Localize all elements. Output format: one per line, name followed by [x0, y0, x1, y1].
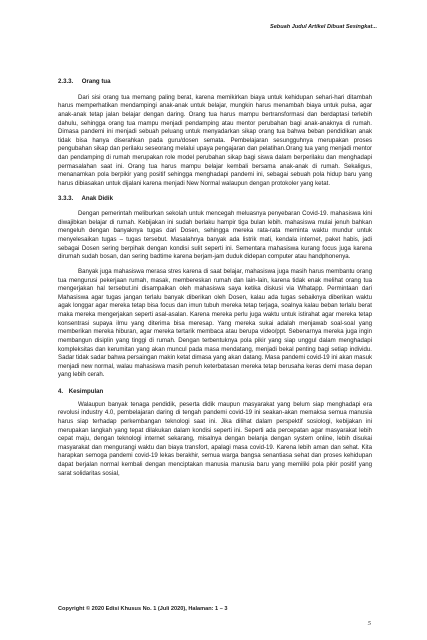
- running-header-title: Sebuah Judul Artikel Dibuat Sesingkat...: [269, 24, 377, 30]
- section-number: 2.3.3.: [58, 78, 74, 85]
- section-number: 4.: [58, 388, 64, 395]
- footer-copyright: Copyright © 2020 Edisi Khusus No. 1 (Juli 2020), Halaman: 1 – 3: [58, 606, 228, 612]
- section-heading-anak-didik: [58, 195, 372, 204]
- section-title: Orang tua: [81, 78, 111, 85]
- page-number: 5: [367, 620, 371, 627]
- paragraph: Dengan pemerintah meliburkan sekolah untuk mencegah meluasnya penyebaran Covid-19. mahasiswa kini diwajibkan belajar di rumah. Kebijakan ini sudah berlaku hampir tiga bulan lebih. mahasiswa mulai jenuh bahkan mengeluh dengan banyaknya tugas dari Dosen, sehingga mereka rata-rata meminta waktu mundur untuk menyelesaikan tugas – tugas tersebut. Masalahnya banyak ada listrik mati, kendala internet, paket habis, jadi sebagai Dosen sering berpihak dengan kondisi sulit seperti ini. Sementara mahasiswa kurang focus juga karena dirumah sudah bosan, dan sering badtime karena berjam-jam duduk didepan computer atau handphonenya.: [58, 210, 372, 261]
- article-body: [58, 78, 372, 478]
- paragraph: Dari sisi orang tua memang paling berat, karena memikirkan biaya untuk kehidupan sehari-hari ditambah harus memperhatikan mendampingi anak-anak untuk belajar, mungkin harus menambah biaya untuk pulsa, agar anak-anak tetap jalan belajar dengan daring. Orang tua harus mampu bertransformasi dan berdaptasi terlebih dahulu, sehingga orang tua mampu menjadi pendamping atau mentor perubahan bagi anak-anaknya di rumah. Dimasa pandemi ini menjadi sebuah peluang untuk menyadarkan sikap orang tua bahwa beban pendidikan anak tidak bisa hanya diserahkan pada guru/dosen semata. Pembelajaran sesungguhnya merupakan proses pengubahan sikap dan perilaku seseorang melalui upaya pengajaran dan pelatihan.Orang tua yang menjadi mentor dan pendamping di rumah merupakan role model perubahan sikap bagi siswa dalam berperilaku dan menghadapi permasalahan saat ini. Orang tua harus mampu belajar kembali bersama anak-anak di rumah. Sekaligus, menanamkan pola berpikir yang positif sehingga menghadapi pandemi ini, sebagai sebuah pola hidup baru yang harus dibiasakan untuk dijalani karena menjadi New Normal walaupun dengan protokoler yang ketat.: [58, 93, 372, 187]
- paragraph: Walaupun banyak tenaga pendidik, peserta didik maupun masyarakat yang belum siap menghadapi era revolusi industry 4.0, pembelajaran daring di tengah pandemi covid-19 ini seakan-akan memaksa semua manusia harus siap terhadap perkembangan teknologi saat ini. Jika dilihat dalam perspektif sosiologi, kebijakan ini merupakan langkah yang tepat dilakukan dalam kondisi seperti ini. Seperti ada percepatan agar masyarakat lebih cepat maju, dengan teknologi internet sekarang, misalnya dengan belanja dengan system online, lebih disukai masyarakat dan mengurangi waktu dan biaya transfort, apalagi masa covid-19. Karena lebih aman dan sehat. Kita harapkan semoga pandemi covid-19 lekas berakhir, semua warga bangsa senantiasa sehat dan proses kehidupan dapat berjalan normal kembali dengan menciptakan manusia manusia baru yang memiliki pola pikir positif yang sarat solidaritas sosial,: [58, 400, 372, 477]
- section-title: Anak Didik: [81, 194, 113, 202]
- section-heading-orang-tua: [58, 78, 372, 87]
- paragraph: Banyak juga mahasiswa merasa stres karena di saat belajar, mahasiswa juga masih harus membantu orang tua mengurusi pekerjaan rumah, masak, membereskan rumah dan lain-lain, karena tidak enak melihat orang tua mengerjakan hal tersebut.ini disampaikan oleh mahasiswa saya ketika diskusi via Whatapp. Permintaan dari Mahasiswa agar tugas jangan terlalu banyak diberikan oleh Dosen, kalau ada tugas sebaiknya diberikan waktu agak longgar agar mereka tetap bisa focus dan imun tubuh mereka tetap terjaga, soalnya kalau beban terlalu berat maka mereka mengerjakan seperti asal-asalan. Karena mereka perlu juga waktu untuk istirahat agar mereka tetap konsentrasi supaya ilmu yang diterima bisa meresap. Yang mereka sukai adalah menjawab soal-soal yang memberikan mereka hiburan, agar mereka tertarik membaca atau berupa video/ppt. Sebenarnya mereka juga ingin membangun disiplin yang tinggi di rumah. Dengan terbentuknya pola pikir yang siap unggul dalam menghadapi kompleksitas dan kerumitan yang akan muncul pada masa mendatang, menjadi bekal penting bagi setiap individu. Sadar tidak sadar bahwa persaingan makin ketat dimasa yang akan datang. Masa pandemi covid-19 ini akan masuk menjadi new normal, walau mahasiswa masih penuh keterbatasan mereka tetap berusaha keras demi masa depan yang lebih cerah.: [58, 267, 373, 379]
- section-title: Kesimpulan: [68, 388, 104, 395]
- section-heading-kesimpulan: [58, 388, 372, 397]
- section-number: 3.3.3.: [58, 194, 74, 202]
